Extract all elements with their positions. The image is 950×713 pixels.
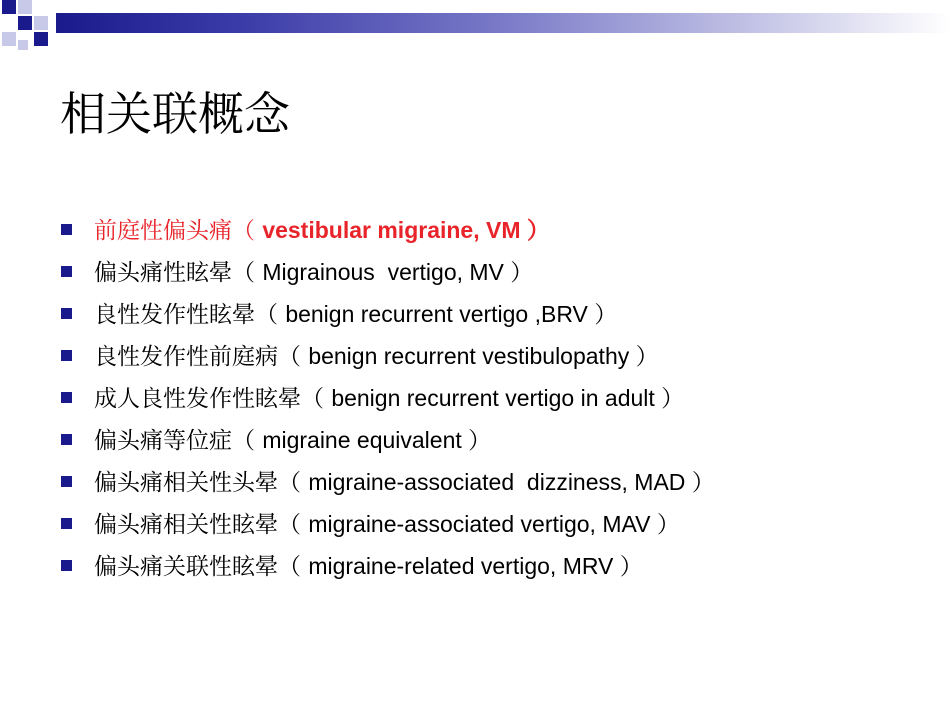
term-chinese: 偏头痛性眩晕（	[94, 260, 263, 286]
deco-square	[18, 40, 28, 50]
square-bullet-icon	[61, 560, 72, 571]
bullet-item	[60, 548, 715, 590]
square-bullet-icon	[61, 518, 72, 529]
term-english: benign recurrent vestibulopathy ）	[308, 343, 659, 369]
term-chinese: 成人良性发作性眩晕（	[94, 386, 332, 412]
slide-title: 相关联概念	[60, 87, 290, 141]
term-chinese: 良性发作性眩晕（	[94, 302, 286, 328]
square-bullet-icon	[61, 308, 72, 319]
term-chinese: 偏头痛关联性眩晕（	[94, 554, 309, 580]
term-english: benign recurrent vertigo ,BRV ）	[285, 301, 618, 327]
bullet-item	[60, 422, 715, 464]
term-english: vestibular migraine, VM ）	[262, 217, 550, 243]
bullet-item	[60, 380, 715, 422]
term-english: Migrainous vertigo, MV ）	[262, 259, 534, 285]
bullet-list	[60, 212, 715, 590]
bullet-item	[60, 506, 715, 548]
bullet-item	[60, 338, 715, 380]
term-english: benign recurrent vertigo in adult ）	[331, 385, 685, 411]
square-bullet-icon	[61, 476, 72, 487]
bullet-item	[60, 212, 715, 254]
square-bullet-icon	[61, 350, 72, 361]
deco-square	[2, 0, 16, 14]
deco-square	[34, 16, 48, 30]
bullet-item	[60, 464, 715, 506]
square-bullet-icon	[61, 434, 72, 445]
term-chinese: 偏头痛等位症（	[94, 428, 263, 454]
term-english: migraine-associated dizziness, MAD ）	[308, 469, 715, 495]
square-bullet-icon	[61, 266, 72, 277]
term-english: migraine-associated vertigo, MAV ）	[308, 511, 680, 537]
term-chinese: 偏头痛相关性眩晕（	[94, 512, 309, 538]
term-chinese: 偏头痛相关性头晕（	[94, 470, 309, 496]
square-bullet-icon	[61, 392, 72, 403]
term-chinese: 前庭性偏头痛（	[94, 218, 263, 244]
deco-square	[34, 32, 48, 46]
deco-square	[18, 16, 32, 30]
term-english: migraine equivalent ）	[262, 427, 492, 453]
deco-square	[34, 0, 48, 14]
bullet-item	[60, 254, 715, 296]
header-gradient-bar	[56, 13, 950, 33]
term-chinese: 良性发作性前庭病（	[94, 344, 309, 370]
deco-square	[2, 32, 16, 46]
term-english: migraine-related vertigo, MRV ）	[308, 553, 643, 579]
bullet-item	[60, 296, 715, 338]
square-bullet-icon	[61, 224, 72, 235]
deco-square	[18, 0, 32, 14]
